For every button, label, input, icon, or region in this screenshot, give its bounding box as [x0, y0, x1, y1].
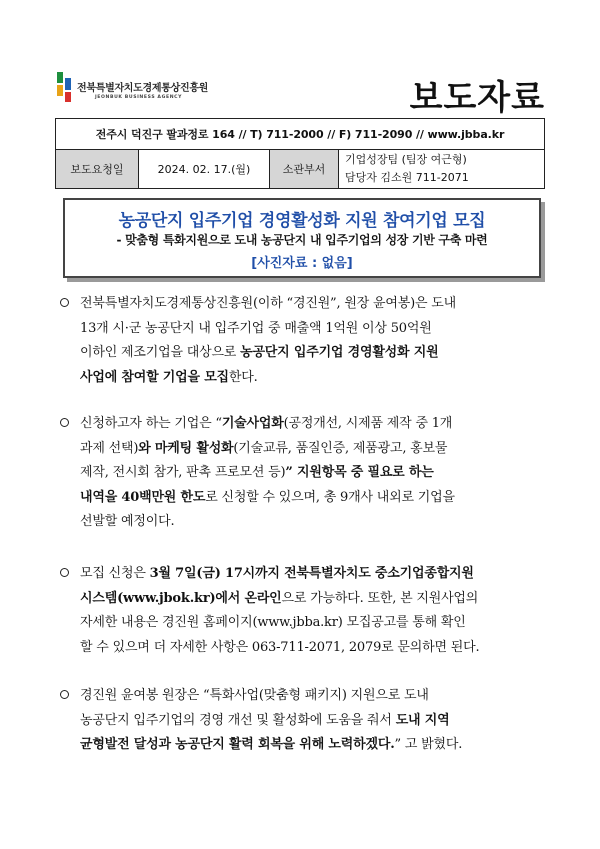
p2-bold-text: 내역을 40백만원 한도: [80, 489, 206, 505]
org-logo: [55, 68, 255, 112]
paragraph-3: [60, 562, 548, 662]
p2-line-4: [80, 486, 455, 511]
p4-line-3: [80, 733, 462, 758]
p2-text: (공정개선, 시제품 제작 중 1개: [283, 416, 453, 431]
bullet-circle-icon: [60, 418, 69, 427]
photo-note: [사진자료 : 없음]: [251, 256, 353, 271]
p2-text: 과제 선택): [80, 440, 139, 456]
p1-bold-text: 농공단지 입주기업 경영활성화 지원: [240, 345, 439, 361]
p2-bold-text: 와 마케팅 활성화: [138, 440, 234, 456]
p3-line-3: 자세한 내용은 경진원 홈페이지(www.jbba.kr) 모집공고를 통해 확인: [80, 615, 466, 631]
p3-bold-text: 3월 7일(금) 17시까지 전북특별자치도 중소기업종합지원: [149, 566, 474, 581]
p2-text: 신청하고자 하는 기업은 “: [80, 416, 222, 431]
request-date: 2024. 02. 17.(월): [139, 150, 270, 189]
p1-line-4: [80, 366, 258, 391]
document-header: [55, 64, 545, 118]
bullet-circle-icon: [60, 690, 69, 699]
p1-line-2: 13개 시·군 농공단지 내 입주기업 중 매출액 1억원 이상 50억원: [80, 320, 432, 336]
p2-bold-text: ” 지원항목 중 필요로 하는: [285, 465, 434, 481]
paragraph-1: [60, 292, 548, 392]
info-table: [55, 118, 545, 189]
contact-info: 담당자 김소원 711-2071: [345, 171, 469, 184]
p2-line-2: [80, 437, 447, 462]
department-info: [339, 150, 545, 189]
paragraph-4: [60, 684, 548, 760]
doc-type-title: 보도자료: [409, 78, 545, 118]
p1-bold-text: 사업에 참여할 기업을 모집: [80, 369, 229, 385]
p3-text: 으로 가능하다. 또한, 본 지원사업의: [281, 590, 479, 606]
p4-bold-text: 균형발전 달성과 농공단지 활력 회복을 위해 노력하겠다.: [80, 737, 395, 753]
title-box: [63, 198, 541, 278]
p1-text: 한다.: [228, 369, 258, 385]
sub-title: - 맞춤형 특화지원으로 도내 농공단지 내 입주기업의 성장 기반 구축 마련: [116, 233, 488, 247]
p1-line-1: 전북특별자치도경제통상진흥원(이하 “경진원”, 원장 윤여봉)은 도내: [80, 296, 456, 311]
p3-line-2: [80, 587, 478, 612]
p3-line-4: 할 수 있으며 더 자세한 사항은 063-711-2071, 2079로 문의하면 된다.: [80, 639, 480, 655]
p2-bold-text: 기술사업화: [221, 416, 284, 431]
team-info: 기업성장팀 (팀장 여근형): [345, 153, 467, 166]
p2-text: (기술교류, 품질인증, 제품광고, 홍보물: [233, 440, 448, 456]
p2-text: 로 신청할 수 있으며, 총 9개사 내외로 기업을: [205, 489, 455, 505]
org-subtitle: JEONBUK BUSINESS AGENCY: [95, 95, 183, 100]
org-logo-icon: [55, 68, 75, 108]
p2-line-5: 선발할 예정이다.: [80, 514, 175, 530]
p4-bold-text: 도내 지역: [395, 712, 450, 728]
paragraph-2: [60, 412, 548, 536]
p3-line-1: [80, 562, 474, 587]
address-line: 전주시 덕진구 팔과정로 164 // T) 711-2000 // F) 711-2090 // www.jbba.kr: [56, 119, 545, 150]
main-title: 농공단지 입주기업 경영활성화 지원 참여기업 모집: [118, 211, 486, 231]
p1-text: 이하인 제조기업을 대상으로: [80, 345, 241, 361]
p4-line-1: 경진원 윤여봉 원장은 “특화사업(맞춤형 패키지) 지원으로 도내: [80, 688, 429, 703]
p4-line-2: [80, 709, 449, 734]
p3-text: 모집 신청은: [80, 566, 150, 581]
p2-text: 제작, 전시회 참가, 판촉 프로모션 등): [80, 465, 286, 481]
p3-bold-text: 시스템(www.jbok.kr)에서 온라인: [80, 590, 282, 606]
p4-text: 농공단지 입주기업의 경영 개선 및 활성화에 도움을 줘서: [80, 712, 396, 728]
p1-line-3: [80, 341, 438, 366]
bullet-circle-icon: [60, 298, 69, 307]
department-label: 소관부서: [270, 150, 339, 189]
bullet-circle-icon: [60, 568, 69, 577]
p2-line-1: [80, 412, 452, 437]
p2-line-3: [80, 461, 434, 486]
p4-text: ” 고 밝혔다.: [394, 737, 463, 753]
request-date-label: 보도요청일: [56, 150, 139, 189]
org-name: 전북특별자치도경제통상진흥원: [77, 83, 209, 94]
